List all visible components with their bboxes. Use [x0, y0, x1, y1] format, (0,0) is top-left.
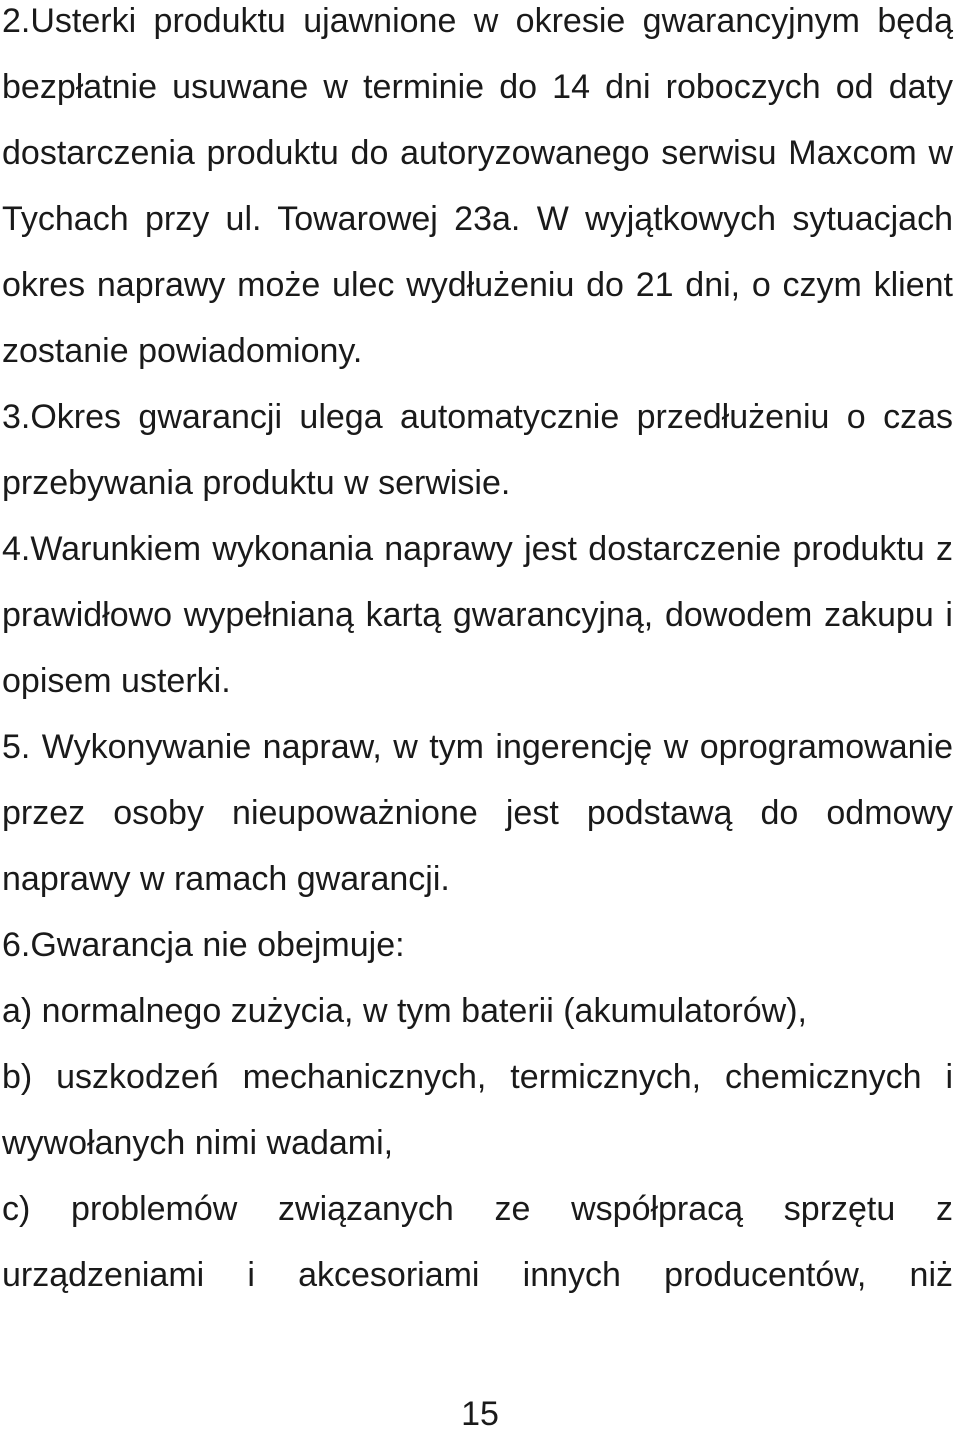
paragraph-4-repair-conditions: 4.Warunkiem wykonania naprawy jest dostarczenie produktu z prawidłowo wypełnianą kartą gwarancyjną, dowodem zakupu i opisem usterki.	[2, 530, 953, 700]
paragraph-3-warranty-extension: 3.Okres gwarancji ulega automatycznie przedłużeniu o czas przebywania produktu w serwisie.	[2, 398, 953, 502]
paragraph-5-unauthorized-repairs: 5. Wykonywanie napraw, w tym ingerencję w oprogramowanie przez osoby nieupoważnione jest podstawą do odmowy naprawy w ramach gwarancji.	[2, 728, 953, 898]
document-body	[2, 0, 953, 1308]
page-number: 15	[461, 1395, 499, 1433]
paragraph-6-exclusions-heading: 6.Gwarancja nie obejmuje:	[2, 926, 405, 964]
paragraph-2-repair-terms: 2.Usterki produktu ujawnione w okresie gwarancyjnym będą bezpłatnie usuwane w terminie do 14 dni roboczych od daty dostarczenia produktu do autoryzowanego serwisu Maxcom w Tychach przy ul. Towarowej 23a. W wyjątkowych sytuacjach okres naprawy może ulec wydłużeniu do 21 dni, o czym klient zostanie powiadomiony.	[2, 2, 953, 370]
list-item-a-normal-wear: a) normalnego zużycia, w tym baterii (akumulatorów),	[2, 992, 807, 1030]
list-item-b-damage: b) uszkodzeń mechanicznych, termicznych, chemicznych i wywołanych nimi wadami,	[2, 1058, 953, 1162]
list-item-c-compatibility: c) problemów związanych ze współpracą sprzętu z urządzeniami i akcesoriami innych producentów, niż	[2, 1190, 953, 1294]
